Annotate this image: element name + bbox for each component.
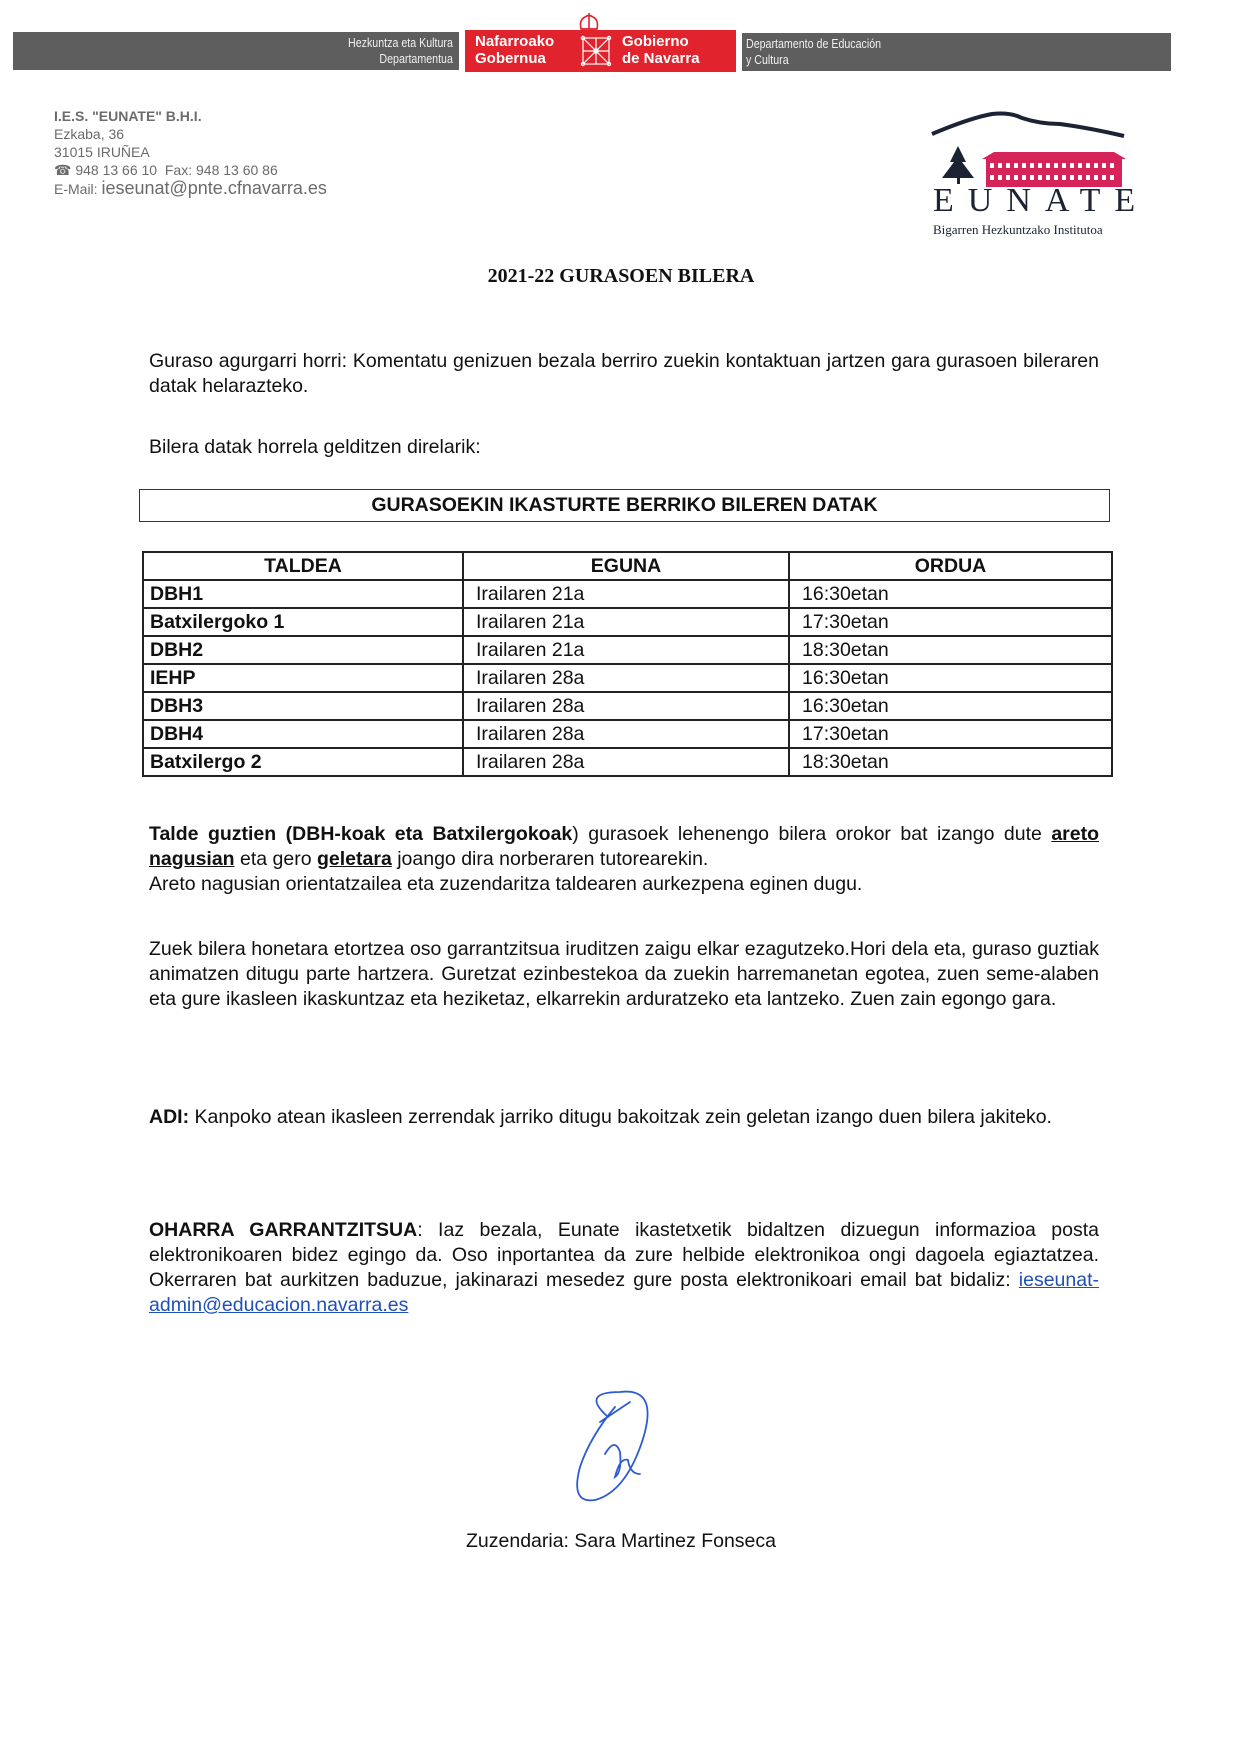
dates-intro: Bilera datak horrela gelditzen direlarik: (149, 436, 481, 458)
table-row (143, 636, 1112, 664)
table-row (143, 692, 1112, 720)
important-note-paragraph (149, 1218, 1099, 1318)
banner-department-es (742, 33, 1171, 71)
time-cell: 16:30etan (789, 664, 1112, 692)
header-taldea: TALDEA (143, 552, 463, 580)
school-address (54, 107, 327, 198)
meeting-schedule-table (142, 551, 1113, 777)
date-cell: Irailaren 21a (463, 608, 789, 636)
school-email[interactable]: ieseunat@pnte.cfnavarra.es (101, 178, 327, 198)
table-row (143, 720, 1112, 748)
document-title: 2021-22 GURASOEN BILERA (487, 265, 755, 287)
fax-label: Fax: (164, 162, 193, 178)
importance-paragraph: Zuek bilera honetara etortzea oso garrantzitsua iruditzen zaigu elkar ezagutzeko.Hori dela eta, guraso guztiak animatzen ditugu parte hartzera. Guretzat ezinbestekoa da zuekin harremanetan egotea, zuen seme-alaben eta gure ikasleen ikaskuntzaz eta heziketaz, elkarrekin arduratzeko eta lantzeko. Zuen zain egongo gara. (149, 938, 1099, 1010)
group-cell: DBH1 (143, 580, 463, 608)
date-cell: Irailaren 21a (463, 636, 789, 664)
time-cell: 18:30etan (789, 748, 1112, 776)
banner-mid-right-line2: de Navarra (622, 50, 700, 67)
phone-icon: ☎ (54, 162, 72, 178)
time-cell: 16:30etan (789, 580, 1112, 608)
date-cell: Irailaren 28a (463, 720, 789, 748)
intro-paragraph: Guraso agurgarri horri: Komentatu genizuen bezala berriro zuekin kontaktuan jartzen gara gurasoen bileraren datak helarazteko. (149, 350, 1099, 397)
adi-label: ADI: (149, 1106, 190, 1128)
note-label: OHARRA GARRANTZITSUA (149, 1219, 418, 1241)
banner-navarra-government (465, 30, 736, 72)
logo-wordmark: EUNATE (933, 182, 1150, 219)
table-row (143, 608, 1112, 636)
school-city: 31015 IRUÑEA (54, 144, 150, 160)
date-cell: Irailaren 21a (463, 580, 789, 608)
banner-department-eu (13, 32, 459, 70)
navarra-chains-icon (580, 35, 612, 67)
time-cell: 16:30etan (789, 692, 1112, 720)
table-row (143, 748, 1112, 776)
school-name: I.E.S. "EUNATE" B.H.I. (54, 108, 202, 124)
group-cell: IEHP (143, 664, 463, 692)
date-cell: Irailaren 28a (463, 692, 789, 720)
eunate-logo (930, 100, 1150, 240)
adi-text: Kanpoko atean ikasleen zerrendak jarriko ditugu bakoitzak zein geletan izango duen bilera jakiteko. (189, 1106, 1052, 1128)
director-signature (560, 1382, 670, 1512)
note-text: : Iaz bezala, Eunate ikastetxetik bidaltzen dizuegun informazioa posta elektronikoaren bidez egingo da. Oso inportantea da zure helbide elektronikoa ongi dagoela egiaztatzea. Okerraren bat aurkitzen baduzue, jakinarazi mesedez gure posta elektronikoari email bat bidaliz: (149, 1219, 1099, 1291)
crown-icon (578, 12, 600, 32)
classrooms-emphasis: geletara (317, 848, 392, 870)
groups-end: joango dira norberaren tutorearekin. (391, 848, 709, 870)
school-email-line (54, 179, 327, 198)
group-cell: Batxilergo 2 (143, 748, 463, 776)
groups-bold-lead: Talde guztien (DBH-koak eta Batxilergokoak (149, 823, 573, 845)
groups-middle: eta gero (234, 848, 317, 870)
banner-left-line1: Hezkuntza eta Kultura (348, 35, 453, 50)
schedule-box-title: GURASOEKIN IKASTURTE BERRIKO BILEREN DATAK (139, 489, 1110, 522)
time-cell: 17:30etan (789, 608, 1112, 636)
group-cell: DBH4 (143, 720, 463, 748)
admin-email-link[interactable]: ieseunat-admin@educacion.navarra.es (149, 1269, 1099, 1316)
adi-paragraph (149, 1105, 1099, 1130)
email-label: E-Mail: (54, 181, 98, 197)
school-phone: 948 13 66 10 (75, 162, 158, 178)
time-cell: 17:30etan (789, 720, 1112, 748)
header-ordua: ORDUA (789, 552, 1112, 580)
logo-subtitle: Bigarren Hezkuntzako Institutoa (933, 222, 1103, 237)
group-cell: Batxilergoko 1 (143, 608, 463, 636)
banner-mid-left-line1: Nafarroako (475, 33, 555, 50)
time-cell: 18:30etan (789, 636, 1112, 664)
school-street: Ezkaba, 36 (54, 126, 125, 142)
banner-mid-left-line2: Gobernua (475, 50, 546, 67)
director-name: Zuzendaria: Sara Martinez Fonseca (466, 1530, 776, 1552)
school-fax: 948 13 60 86 (196, 162, 278, 178)
groups-line2: Areto nagusian orientatzailea eta zuzendaritza taldearen aurkezpena eginen dugu. (149, 873, 863, 895)
group-cell: DBH2 (143, 636, 463, 664)
banner-right-line1: Departamento de Educación (746, 36, 882, 51)
groups-after-lead: ) gurasoek lehenengo bilera orokor bat izango dute (572, 823, 1052, 845)
main-hall-emphasis: areto nagusian (149, 823, 1099, 870)
header-eguna: EGUNA (463, 552, 789, 580)
banner-left-line2: Departamentua (379, 51, 453, 66)
table-row (143, 664, 1112, 692)
banner-mid-right-line1: Gobierno (622, 33, 689, 50)
table-row (143, 580, 1112, 608)
date-cell: Irailaren 28a (463, 748, 789, 776)
eunate-logo-graphic (930, 100, 1130, 190)
date-cell: Irailaren 28a (463, 664, 789, 692)
banner-right-line2: y Cultura (746, 52, 789, 67)
group-cell: DBH3 (143, 692, 463, 720)
government-banner (13, 30, 1171, 72)
groups-paragraph (149, 822, 1099, 897)
school-phone-line (54, 161, 327, 179)
table-header-row (143, 552, 1112, 580)
